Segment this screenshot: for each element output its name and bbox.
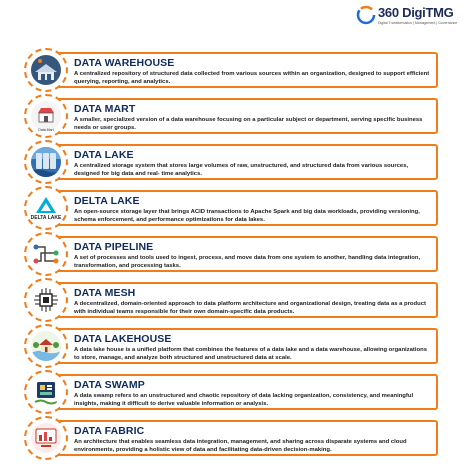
icon-badge — [24, 324, 68, 368]
list-item-delta-lake — [24, 186, 444, 232]
item-description: A decentralized, domain-oriented approach to data platform architecture and organizational design, treating data as a product with individual teams responsible for their own domain-specific data products. — [74, 301, 426, 315]
icon-badge — [24, 94, 68, 138]
item-title: DATA MART — [74, 103, 136, 115]
item-title: DATA MESH — [74, 287, 136, 299]
icon-badge — [24, 278, 68, 322]
list-item-data-lake — [24, 140, 444, 186]
icon-badge — [24, 140, 68, 184]
card — [42, 190, 438, 226]
icon-badge — [24, 416, 68, 460]
item-title: DATA WAREHOUSE — [74, 57, 175, 69]
item-description: An architecture that enables seamless data integration, management, and sharing across disparate systems and cloud environments, providing a holistic view of data and facilitating data-driven decision-making. — [74, 439, 407, 453]
list-item-data-warehouse — [24, 48, 444, 94]
card — [42, 98, 438, 134]
icon-badge — [24, 186, 68, 230]
concept-list — [24, 48, 444, 462]
chip-mesh-icon — [31, 285, 61, 315]
icon-badge — [24, 232, 68, 276]
brand-swirl-icon — [356, 5, 376, 25]
brand-logo — [356, 3, 468, 31]
item-description: A centralized storage system that stores large volumes of raw, unstructured, and structured data from various sources, designed for big data and real- time analytics. — [74, 163, 409, 177]
card — [42, 328, 438, 364]
lakehouse-icon — [31, 331, 61, 361]
brand-tagline: Digital Transformation | Management | Governance — [378, 21, 458, 25]
card — [42, 144, 438, 180]
item-description: A data swamp refers to an unstructured and chaotic repository of data lacking organization, consistency, and meaningful insights, making it difficult to derive valuable information or analysis. — [74, 393, 414, 407]
item-title: DATA LAKE — [74, 149, 134, 161]
item-description: A set of processes and tools used to ingest, process, and move data from one system to another, handling data integration, transformation, and processing tasks. — [74, 255, 421, 269]
pipeline-icon — [31, 239, 61, 269]
list-item-data-swamp — [24, 370, 444, 416]
item-description: A centralized repository of structured data collected from various sources within an organization, designed to support efficient querying, reporting, and analytics. — [74, 71, 430, 85]
card — [42, 282, 438, 318]
icon-caption: DELTA LAKE — [30, 215, 62, 221]
card — [42, 420, 438, 456]
item-title: DELTA LAKE — [74, 195, 140, 207]
item-title: DATA PIPELINE — [74, 241, 154, 253]
list-item-data-pipeline — [24, 232, 444, 278]
item-title: DATA FABRIC — [74, 425, 145, 437]
icon-caption: Data Mart — [38, 128, 54, 132]
data-mart-icon — [31, 101, 61, 131]
icon-badge — [24, 370, 68, 414]
item-title: DATA SWAMP — [74, 379, 145, 391]
card — [42, 236, 438, 272]
card — [42, 52, 438, 88]
list-item-data-fabric — [24, 416, 444, 462]
brand-name: 360 DigiTMG — [378, 5, 454, 20]
card — [42, 374, 438, 410]
icon-badge — [24, 48, 68, 92]
item-description: A smaller, specialized version of a data warehouse focusing on a particular subject or department, serving specific business needs or user groups. — [74, 117, 423, 131]
fabric-icon — [31, 423, 61, 453]
list-item-data-mart — [24, 94, 444, 140]
lake-icon — [31, 147, 61, 177]
item-description: An open-source storage layer that brings ACID transactions to Apache Spark and big data workloads, providing versioning, schema enforcement, and performance optimizations for data lakes. — [74, 209, 420, 223]
list-item-data-mesh — [24, 278, 444, 324]
swamp-icon — [31, 377, 61, 407]
list-item-data-lakehouse — [24, 324, 444, 370]
item-description: A data lake house is a unified platform that combines the features of a data lake and a data warehouse, allowing organizations to store, manage, and analyze both structured and unstructured data at scale. — [74, 347, 427, 361]
warehouse-icon — [31, 55, 61, 85]
item-title: DATA LAKEHOUSE — [74, 333, 172, 345]
